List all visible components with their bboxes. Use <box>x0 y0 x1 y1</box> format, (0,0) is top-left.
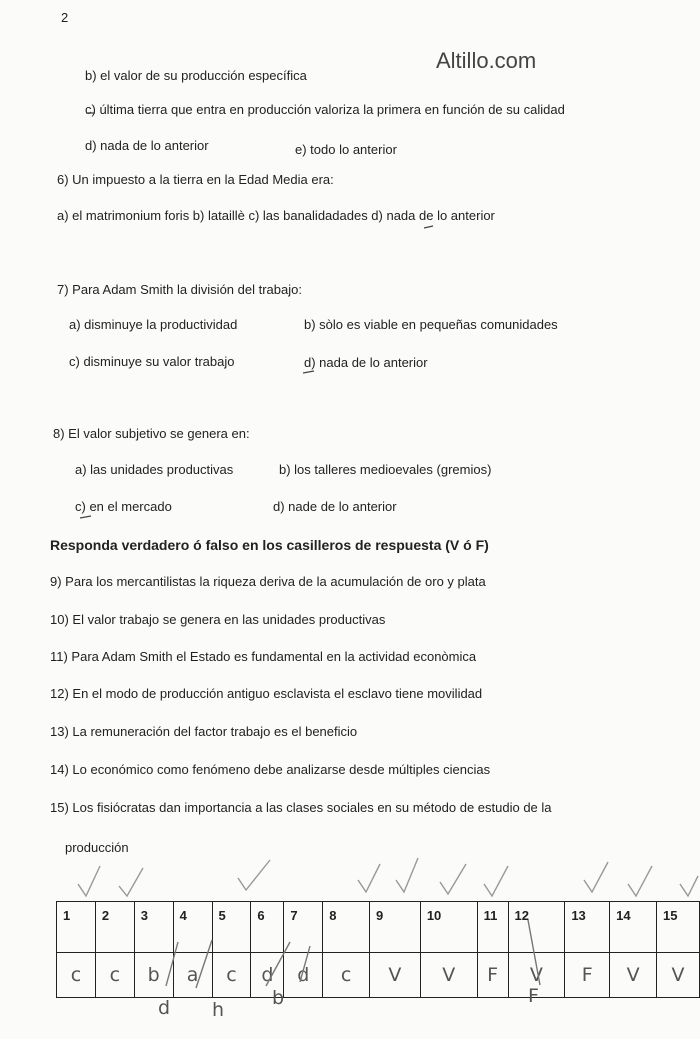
text-line: 12) En el modo de producción antiguo esclavista el esclavo tiene movilidad <box>50 686 483 701</box>
question-number-cell: 4 <box>173 902 212 953</box>
text-line: 8) El valor subjetivo se genera en: <box>53 426 250 441</box>
answer-cell: d <box>284 953 323 998</box>
correction-mark: F <box>528 985 539 1007</box>
text-line: 13) La remuneración del factor trabajo es el beneficio <box>50 724 358 739</box>
text-line: a) el matrimonium foris b) lataillè c) las banalidadades d) nada de lo anterior <box>57 208 495 223</box>
underline-mark <box>424 226 433 228</box>
check-mark <box>396 858 418 892</box>
answer-cell: V <box>370 953 421 998</box>
text-line: 15) Los fisiócratas dan importancia a las clases sociales en su método de estudio de la <box>50 800 552 815</box>
text-line: 14) Lo económico como fenómeno debe analizarse desde múltiples ciencias <box>50 762 491 777</box>
answer-cell: d <box>251 953 284 998</box>
check-mark <box>238 860 270 890</box>
page-number: 2 <box>61 10 69 25</box>
answer-cell: c <box>95 953 134 998</box>
check-mark <box>440 864 466 894</box>
question-number-cell: 1 <box>57 902 96 953</box>
answer-cell: V <box>610 953 657 998</box>
question-number-cell: 6 <box>251 902 284 953</box>
text-line: producción <box>65 840 129 855</box>
answer-cell: c <box>323 953 370 998</box>
text-line: c) última tierra que entra en producción valoriza la primera en función de su calidad <box>85 102 565 117</box>
text-line: d) nade de lo anterior <box>273 499 397 514</box>
question-number-cell: 9 <box>370 902 421 953</box>
answer-cell: c <box>212 953 251 998</box>
cross-out-mark <box>196 940 212 988</box>
answer-cell: c <box>57 953 96 998</box>
correction-mark: h <box>212 999 225 1021</box>
text-line: d) nada de lo anterior <box>304 355 428 370</box>
correction-mark: d <box>158 997 171 1019</box>
text-line: Responda verdadero ó falso en los casilleros de respuesta (V ó F) <box>50 537 489 553</box>
question-number-cell: 2 <box>95 902 134 953</box>
text-line: d) nada de lo anterior <box>85 138 209 153</box>
answer-cell: F <box>565 953 610 998</box>
text-line: e) todo lo anterior <box>295 142 397 157</box>
underline-mark <box>303 371 314 373</box>
question-number-cell: 3 <box>134 902 173 953</box>
cross-out-mark <box>528 920 540 985</box>
watermark: Altillo.com <box>436 48 537 73</box>
question-number-cell: 5 <box>212 902 251 953</box>
text-line: a) disminuye la productividad <box>69 317 238 332</box>
answer-cell: V <box>420 953 477 998</box>
question-number-cell: 11 <box>477 902 508 953</box>
check-mark <box>628 866 652 896</box>
cross-out-mark <box>300 946 310 982</box>
text-line: b) sòlo es viable en pequeñas comunidades <box>304 317 558 332</box>
text-line: 9) Para los mercantilistas la riqueza deriva de la acumulación de oro y plata <box>50 574 486 589</box>
question-number-cell: 15 <box>657 902 700 953</box>
correction-mark: b <box>272 987 285 1009</box>
question-number-cell: 12 <box>508 902 565 953</box>
text-line: 11) Para Adam Smith el Estado es fundamental en la actividad econòmica <box>50 649 477 664</box>
text-line: b) el valor de su producción específica <box>85 68 307 83</box>
text-line: 10) El valor trabajo se genera en las unidades productivas <box>50 612 386 627</box>
cross-out-mark <box>266 942 290 986</box>
question-number-cell: 10 <box>420 902 477 953</box>
text-line: b) los talleres medioevales (gremios) <box>279 462 492 477</box>
check-mark <box>584 862 608 892</box>
text-line: c) disminuye su valor trabajo <box>69 354 235 369</box>
answer-cell: V <box>508 953 565 998</box>
answer-cell: V <box>657 953 700 998</box>
question-number-cell: 14 <box>610 902 657 953</box>
question-number-cell: 7 <box>284 902 323 953</box>
check-mark <box>680 876 698 896</box>
question-number-cell: 8 <box>323 902 370 953</box>
check-mark <box>484 866 508 896</box>
answer-cell: b <box>134 953 173 998</box>
text-line: 6) Un impuesto a la tierra en la Edad Media era: <box>57 172 334 187</box>
check-mark <box>78 866 100 896</box>
answer-cell: F <box>477 953 508 998</box>
check-mark <box>119 868 143 896</box>
underline-mark <box>80 516 91 518</box>
answer-cell: a <box>173 953 212 998</box>
check-mark <box>358 864 380 892</box>
text-line: a) las unidades productivas <box>75 462 234 477</box>
text-line: c) en el mercado <box>75 499 172 514</box>
text-line: 7) Para Adam Smith la división del trabajo: <box>57 282 302 297</box>
question-number-cell: 13 <box>565 902 610 953</box>
cross-out-mark <box>166 942 178 986</box>
